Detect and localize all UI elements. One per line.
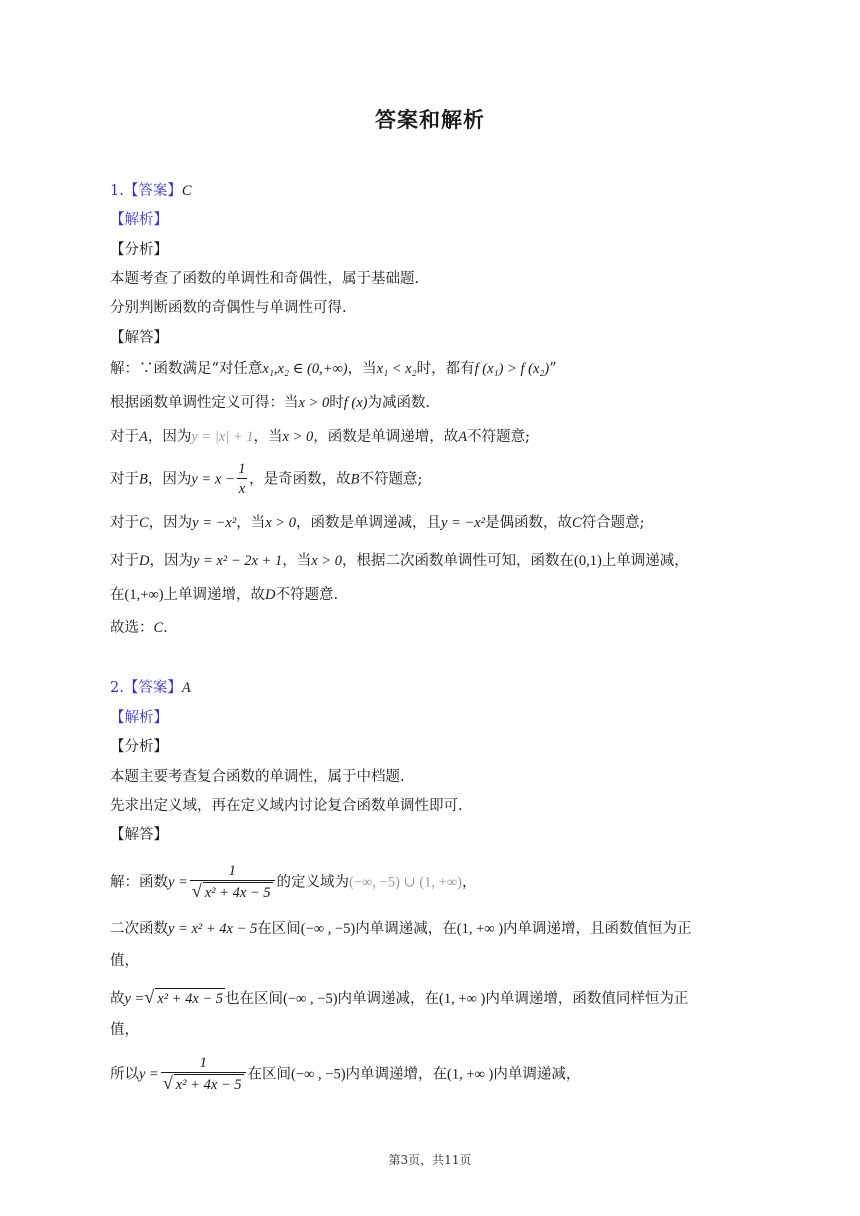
q1-summary-2: 分别判断函数的奇偶性与单调性可得. xyxy=(110,300,347,316)
text: 所以 xyxy=(110,1066,139,1083)
math: y = xyxy=(168,874,188,891)
q2-jieda-label: 【解答】 xyxy=(110,827,168,843)
denominator xyxy=(190,880,275,903)
option-letter: D xyxy=(265,587,276,603)
text: 内单调递减，在 xyxy=(337,991,440,1007)
text: ，函数是单调递增，故 xyxy=(313,429,459,445)
radical-sign: √ xyxy=(191,881,202,901)
text: 不符题意; xyxy=(467,429,531,445)
q2-jiexi-label: 【解析】 xyxy=(110,710,168,726)
q2-answer-label: 2.【答案】 xyxy=(110,680,182,696)
math: f (x) xyxy=(343,395,368,411)
text: 时，都有 xyxy=(416,361,475,377)
fraction xyxy=(237,460,247,499)
text: 上单调递增，故 xyxy=(163,587,266,603)
q1-jieda-label: 【解答】 xyxy=(110,330,168,346)
q1-option-a xyxy=(110,427,530,447)
math: y = −x² xyxy=(440,515,485,531)
math: x > 0 xyxy=(298,395,330,411)
q2-answer-value: A xyxy=(181,680,191,696)
text: 内单调递减， xyxy=(493,1066,581,1083)
text: ，当 xyxy=(253,429,283,445)
text: 符合题意; xyxy=(581,515,645,531)
q1-conclusion xyxy=(110,618,168,638)
text: ，因为 xyxy=(147,471,192,488)
radicand: x² + 4x − 5 xyxy=(203,882,273,903)
math: (1, +∞ ) xyxy=(447,1066,494,1083)
numerator: 1 xyxy=(238,461,246,477)
denominator xyxy=(161,1072,246,1095)
q1-answer-label: 1.【答案】 xyxy=(110,183,182,199)
option-letter: B xyxy=(139,471,148,488)
text: 对于 xyxy=(110,553,139,569)
text: 为减函数. xyxy=(367,395,431,411)
text: 上单调递减， xyxy=(601,553,689,569)
q2-fenxi-label: 【分析】 xyxy=(110,739,168,755)
q1-fenxi-label: 【分析】 xyxy=(110,242,168,258)
text: 根据函数单调性定义可得：当 xyxy=(110,395,299,411)
q2-summary-2: 先求出定义域，再在定义域内讨论复合函数单调性即可. xyxy=(110,798,463,814)
math: y = x² + 4x − 5 xyxy=(168,921,258,937)
math: x₁ < x₂ xyxy=(376,361,417,377)
text: ，因为 xyxy=(148,515,193,531)
text: 对于 xyxy=(110,515,139,531)
text: ，当 xyxy=(282,553,312,569)
math: x > 0 xyxy=(265,515,296,531)
option-letter: D xyxy=(139,553,150,569)
text: 在 xyxy=(110,587,125,603)
text: 解：∵函数满足“对任意 xyxy=(110,361,263,377)
numerator: 1 xyxy=(199,1055,207,1071)
text: 也在区间 xyxy=(225,991,284,1007)
text: 内单调递减，在 xyxy=(355,921,457,937)
math: x₁,x₂ ∈ (0,+∞) xyxy=(262,361,348,377)
text: 时 xyxy=(329,395,344,411)
q1-solution-line-1 xyxy=(110,359,557,379)
q1-option-d xyxy=(110,551,689,571)
math: (1, +∞ ) xyxy=(439,991,486,1007)
q1-jiexi-label: 【解析】 xyxy=(110,212,168,228)
option-letter: C xyxy=(139,515,149,531)
q1-answer-line xyxy=(110,181,192,201)
text: ，因为 xyxy=(149,553,193,569)
math: f (x₁) > f (x₂) xyxy=(474,361,550,377)
math: (−∞, −5) ∪ (1, +∞) xyxy=(349,874,462,891)
q2-summary-1: 本题主要考查复合函数的单调性，属于中档题. xyxy=(110,769,405,785)
q1-option-c xyxy=(110,513,645,533)
text: 是偶函数，故 xyxy=(485,515,572,531)
math: (−∞ , −5) xyxy=(291,1066,346,1083)
text: 二次函数 xyxy=(110,921,168,937)
q2-answer-line xyxy=(110,678,191,698)
q1-summary-1: 本题考查了函数的单调性和奇偶性，属于基础题. xyxy=(110,271,420,287)
text: 内单调递增，且函数值恒为正 xyxy=(503,921,692,937)
math: (0,1) xyxy=(573,553,602,569)
q1-option-b xyxy=(110,460,422,499)
radicand: x² + 4x − 5 xyxy=(155,988,225,1009)
math: y = −x² xyxy=(192,515,237,531)
text: 在区间 xyxy=(247,1066,292,1083)
math: x > 0 xyxy=(282,429,314,445)
text: 内单调递增，在 xyxy=(345,1066,448,1083)
text: . xyxy=(163,620,168,636)
numerator: 1 xyxy=(228,863,236,879)
math: (1, +∞ ) xyxy=(456,921,504,937)
text: 不符题意; xyxy=(359,471,423,488)
text: ，是奇函数，故 xyxy=(249,471,351,488)
option-letter: A xyxy=(139,429,148,445)
text: ，根据二次函数单调性可知，函数在 xyxy=(341,553,574,569)
radical-sign: √ xyxy=(162,1073,173,1093)
text: ，因为 xyxy=(147,429,192,445)
text: 解：函数 xyxy=(110,874,168,891)
math: (−∞ , −5) xyxy=(283,991,338,1007)
q1-option-d-cont xyxy=(110,585,338,605)
fraction xyxy=(190,862,275,903)
q2-solution-line-5: 值， xyxy=(110,1022,139,1038)
q2-solution-line-6 xyxy=(110,1054,580,1095)
text: 内单调递增，函数值同样恒为正 xyxy=(485,991,689,1007)
option-letter: A xyxy=(458,429,468,445)
text: ，函数是单调递减，且 xyxy=(295,515,441,531)
option-letter: C xyxy=(153,620,164,636)
math: y = x − xyxy=(191,471,235,488)
math: y = |x| + 1 xyxy=(191,429,254,445)
math: y = xyxy=(139,1066,159,1083)
math: x > 0 xyxy=(311,553,342,569)
text: 在区间 xyxy=(257,921,301,937)
text: 不符题意. xyxy=(275,587,339,603)
text: 故 xyxy=(110,991,125,1007)
q2-solution-line-2 xyxy=(110,919,692,939)
text: 故选： xyxy=(110,620,154,636)
page-title: 答案和解析 xyxy=(375,108,485,132)
q2-solution-line-1 xyxy=(110,862,476,903)
math: (1,+∞) xyxy=(124,587,164,603)
page-footer: 第3页，共11页 xyxy=(388,1153,472,1167)
radical-sign: √ xyxy=(144,987,155,1007)
q2-solution-line-4 xyxy=(110,987,688,1009)
text: ，当 xyxy=(347,361,377,377)
q2-solution-line-3: 值， xyxy=(110,953,139,969)
text: ， xyxy=(461,874,477,891)
sqrt-expression xyxy=(144,987,225,1007)
option-letter: B xyxy=(350,471,360,488)
text: ” xyxy=(549,361,557,377)
text: ，当 xyxy=(236,515,266,531)
option-letter: C xyxy=(572,515,582,531)
q1-solution-line-2 xyxy=(110,393,430,413)
radicand: x² + 4x − 5 xyxy=(174,1074,244,1095)
fraction xyxy=(161,1054,246,1095)
text: 对于 xyxy=(110,471,139,488)
text: 的定义域为 xyxy=(276,874,350,891)
text: 对于 xyxy=(110,429,139,445)
math: y = xyxy=(124,991,145,1007)
math: (−∞ , −5) xyxy=(300,921,356,937)
q1-answer-value: C xyxy=(181,183,192,199)
math: y = x² − 2x + 1 xyxy=(192,553,283,569)
denominator: x xyxy=(237,478,247,499)
